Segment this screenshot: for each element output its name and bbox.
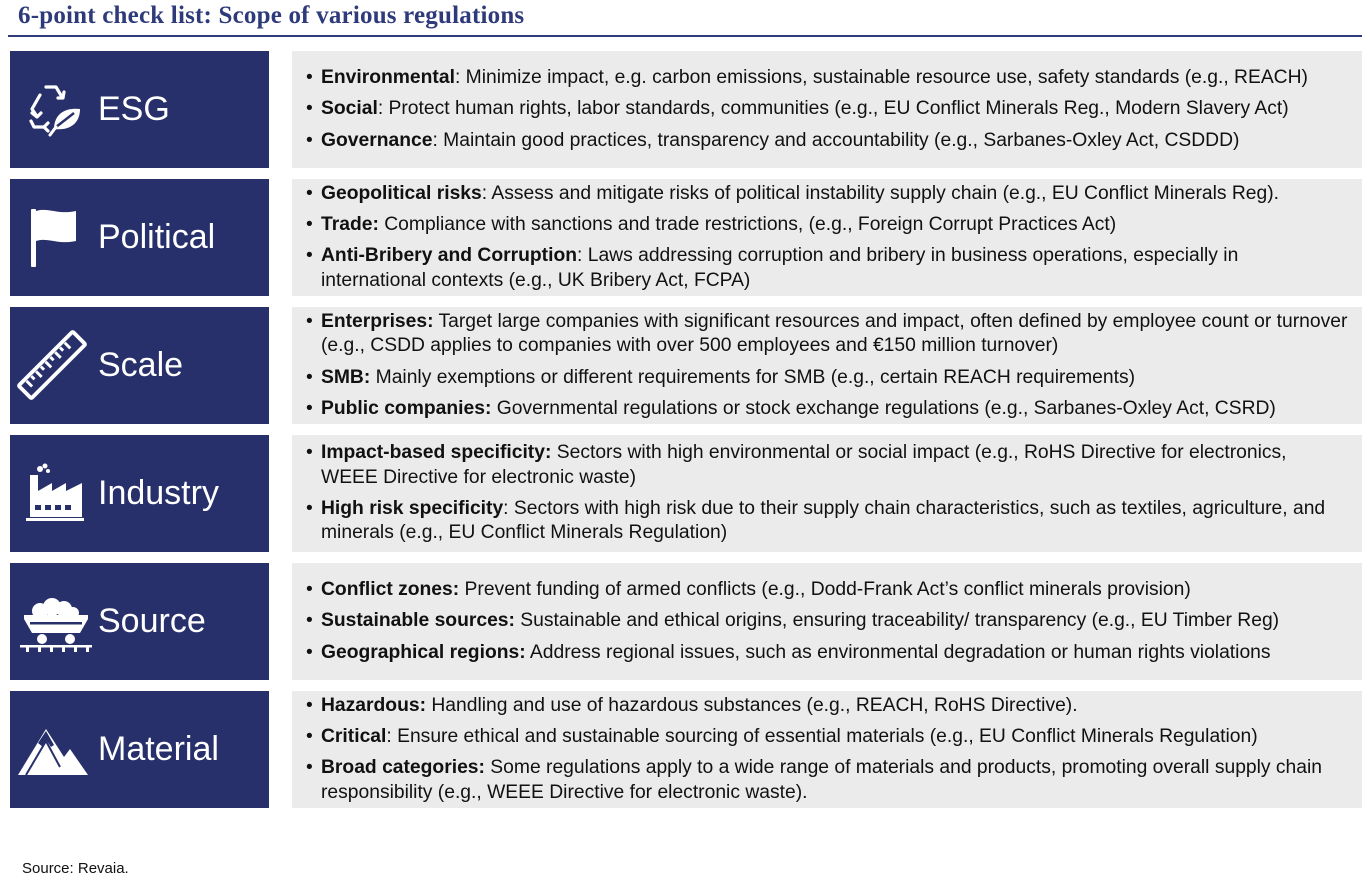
item-text: : Maintain good practices, transparency and accountability (e.g., Sarbanes-Oxley Act, CSDDD) [432,129,1240,151]
item-text: : Laws addressing corruption and bribery in business operations, especially in international contexts (e.g., UK Bribery Act, FCPA) [321,245,1239,291]
list-item: • Environmental: Minimize impact, e.g. carbon emissions, sustainable resource use, safety standards (e.g., REACH) [306,66,1308,88]
item-term: Social [321,98,378,120]
list-item: • Hazardous: Handling and use of hazardous substances (e.g., REACH, RoHS Directive). [306,694,1078,716]
category-tile-scale [10,307,269,424]
item-text: Governmental regulations or stock exchange regulations (e.g., Sarbanes-Oxley Act, CSRD) [491,397,1276,419]
item-text: Sectors with high environmental or social impact (e.g., RoHS Directive for electronics, WEEE Directive for electronic waste) [321,442,1287,488]
item-term: Environmental [321,66,455,88]
item-text: : Minimize impact, e.g. carbon emissions, sustainable resource use, safety standards (e.g., REACH) [454,66,1308,88]
item-text: Handling and use of hazardous substances (e.g., REACH, RoHS Directive). [426,694,1078,716]
page-title: 6-point check list: Scope of various regulations [18,2,525,29]
item-text: Target large companies with significant resources and impact, often defined by employee count or turnover (e.g., CSDD applies to companies with over 500 employees and €150 million turnover) [321,310,1348,357]
list-item: • SMB: Mainly exemptions or different requirements for SMB (e.g., certain REACH requirements) [306,366,1136,388]
item-term: SMB: [321,366,371,388]
list-item: • Impact-based specificity: Sectors with high environmental or social impact (e.g., RoHS Directive for electronics, WEEE Directive for electronic waste) [306,442,1287,488]
category-label: Material [98,730,219,768]
item-term: Impact-based specificity: [321,442,552,464]
list-item: • Critical: Ensure ethical and sustainable sourcing of essential materials (e.g., EU Conflict Minerals Regulation) [306,726,1258,747]
category-label: Industry [98,474,219,512]
category-label: Scale [98,346,184,384]
mine-cart-icon [18,589,94,653]
row-scale [10,307,1362,424]
category-label: ESG [98,90,170,128]
criteria-panel-political [292,179,1362,296]
item-term: Geopolitical risks [321,182,482,204]
row-political [10,179,1362,296]
category-tile-source [10,563,269,680]
category-label: Political [98,218,216,256]
item-text: : Sectors with high risk due to their supply chain characteristics, such as textiles, agriculture, and minerals (e.g., EU Conflict Minerals Regulation) [321,497,1326,544]
list-item: • Broad categories: Some regulations apply to a wide range of materials and products, promoting overall supply chain responsibility (e.g., WEEE Directive for electronic waste). [306,757,1323,803]
list-item: • High risk specificity: Sectors with high risk due to their supply chain characteristics, such as textiles, agriculture, and minerals (e.g., EU Conflict Minerals Regulation) [306,497,1326,544]
item-text: Mainly exemptions or different requirements for SMB (e.g., certain REACH requirements) [370,366,1136,388]
item-term: Hazardous: [321,694,426,716]
list-item: • Social: Protect human rights, labor standards, communities (e.g., EU Conflict Minerals Reg., Modern Slavery Act) [306,98,1289,120]
list-item: • Governance: Maintain good practices, transparency and accountability (e.g., Sarbanes-Oxley Act, CSDDD) [306,129,1240,151]
ruler-icon [16,333,88,397]
list-item: • Public companies: Governmental regulations or stock exchange regulations (e.g., Sarbanes-Oxley Act, CSRD) [306,397,1276,419]
item-term: Geographical regions: [321,641,526,663]
row-esg [10,51,1362,168]
item-term: Enterprises: [321,310,434,332]
criteria-panel-scale [292,307,1362,424]
recycle-leaf-icon [22,77,86,141]
criteria-panel-industry [292,435,1362,552]
row-industry [10,435,1362,552]
row-material [10,691,1362,808]
criteria-panel-source [292,563,1362,680]
item-term: Conflict zones: [321,578,460,600]
row-source [10,563,1362,680]
list-item: • Sustainable sources: Sustainable and ethical origins, ensuring traceability/ transparency (e.g., EU Timber Reg) [306,610,1280,632]
factory-icon [22,461,86,525]
mountain-icon [16,717,90,781]
item-text: Sustainable and ethical origins, ensuring traceability/ transparency (e.g., EU Timber Reg) [514,610,1280,632]
item-term: Sustainable sources: [321,610,515,632]
item-term: Critical [321,726,387,747]
item-term: High risk specificity [321,497,504,519]
list-item: • Anti-Bribery and Corruption: Laws addressing corruption and bribery in business operations, especially in international contexts (e.g., UK Bribery Act, FCPA) [306,245,1239,291]
list-item: • Geographical regions: Address regional issues, such as environmental degradation or human rights violations [306,641,1271,663]
criteria-panel-esg [292,51,1362,168]
category-tile-industry [10,435,269,552]
item-term: Broad categories: [321,757,485,779]
list-item: • Geopolitical risks: Assess and mitigate risks of political instability supply chain (e.g., EU Conflict Minerals Reg). [306,182,1280,204]
item-text: Some regulations apply to a wide range of materials and products, promoting overall supply chain responsibility (e.g., WEEE Directive for electronic waste). [321,757,1323,803]
category-tile-esg [10,51,269,168]
item-text: Compliance with sanctions and trade restrictions, (e.g., Foreign Corrupt Practices Act) [378,214,1117,235]
category-tile-material [10,691,269,808]
category-tile-political [10,179,269,296]
flag-icon [22,205,86,269]
item-term: Trade: [321,214,379,235]
list-item: • Conflict zones: Prevent funding of armed conflicts (e.g., Dodd-Frank Act’s conflict minerals provision) [306,578,1191,600]
item-text: Prevent funding of armed conflicts (e.g., Dodd-Frank Act’s conflict minerals provision) [459,578,1191,600]
item-text: Address regional issues, such as environmental degradation or human rights violations [525,641,1271,663]
source-note: Source: Revaia. [22,860,129,877]
list-item: • Enterprises: Target large companies with significant resources and impact, often defined by employee count or turnover (e.g., CSDD applies to companies with over 500 employees and €150 million turnover) [306,310,1348,357]
item-term: Anti-Bribery and Corruption [321,245,578,267]
criteria-panel-material [292,691,1362,808]
item-text: : Protect human rights, labor standards, communities (e.g., EU Conflict Minerals Reg., Modern Slavery Act) [377,98,1289,120]
item-term: Public companies: [321,397,492,419]
item-text: : Ensure ethical and sustainable sourcing of essential materials (e.g., EU Conflict Minerals Regulation) [386,726,1258,747]
category-label: Source [98,602,206,640]
item-term: Governance [321,129,433,151]
list-item: • Trade: Compliance with sanctions and trade restrictions, (e.g., Foreign Corrupt Practices Act) [306,214,1117,235]
title-divider [8,35,1362,37]
item-text: : Assess and mitigate risks of political instability supply chain (e.g., EU Conflict Minerals Reg). [481,182,1280,204]
